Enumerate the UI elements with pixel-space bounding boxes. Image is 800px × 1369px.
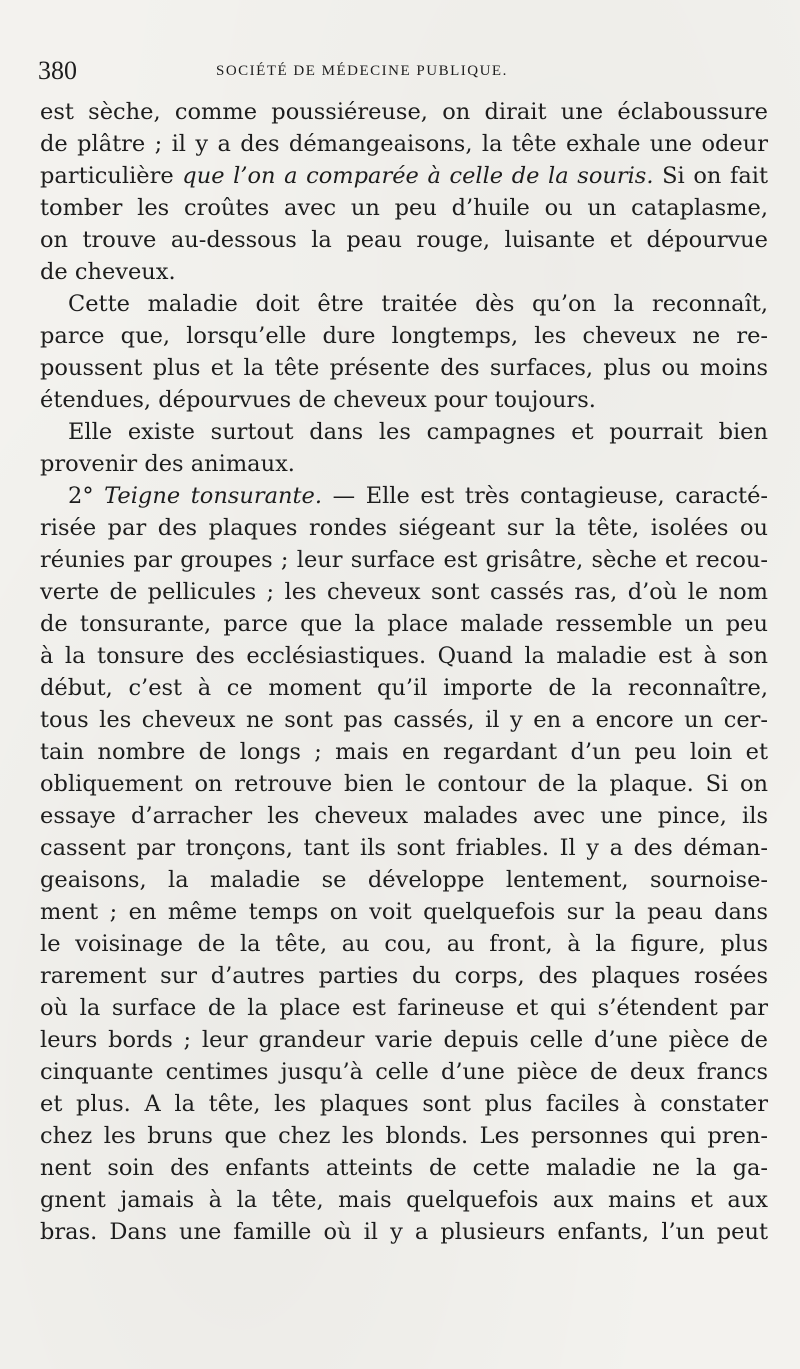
text-line: ment ; en même temps on voit quelquefois sur la peau dans: [40, 899, 768, 925]
text-line: tomber les croûtes avec un peu d’huile ou un cataplasme,: [40, 195, 768, 221]
text-run: — Elle est très contagieuse, caracté-: [322, 483, 768, 509]
text-line: où la surface de la place est farineuse et qui s’étendent par: [40, 995, 768, 1021]
text-line: leurs bords ; leur grandeur varie depuis celle d’une pièce de: [40, 1027, 768, 1053]
text-line: rarement sur d’autres parties du corps, des plaques rosées: [40, 963, 768, 989]
text-line: début, c’est à ce moment qu’il importe de la reconnaître,: [40, 675, 768, 701]
text-line: provenir des animaux.: [40, 451, 295, 477]
page-header: [38, 54, 768, 88]
text-line: le voisinage de la tête, au cou, au front, à la figure, plus: [40, 931, 768, 957]
text-line: tous les cheveux ne sont pas cassés, il y en a encore un cer-: [40, 707, 768, 733]
italic-phrase: que l’on a comparée à celle de la souris.: [182, 163, 654, 189]
text-run: Si on fait: [653, 163, 768, 189]
text-run: 2°: [68, 483, 105, 509]
text-line: bras. Dans une famille où il y a plusieurs enfants, l’un peut: [40, 1219, 768, 1245]
running-head: SOCIÉTÉ DE MÉDECINE PUBLIQUE.: [216, 63, 508, 79]
text-line: poussent plus et la tête présente des surfaces, plus ou moins: [40, 355, 768, 381]
text-line: chez les bruns que chez les blonds. Les personnes qui pren-: [40, 1123, 768, 1149]
text-line: [40, 160, 768, 192]
text-line: obliquement on retrouve bien le contour de la plaque. Si on: [40, 771, 768, 797]
text-line: [40, 480, 768, 512]
text-line: étendues, dépourvues de cheveux pour toujours.: [40, 387, 596, 413]
text-line: nent soin des enfants atteints de cette maladie ne la ga-: [40, 1155, 768, 1181]
text-line: réunies par groupes ; leur surface est grisâtre, sèche et recou-: [40, 547, 768, 573]
text-line: de tonsurante, parce que la place malade ressemble un peu: [40, 611, 768, 637]
text-line: de cheveux.: [40, 259, 176, 285]
text-line: geaisons, la maladie se développe lentement, sournoise-: [40, 867, 768, 893]
text-line: cassent par tronçons, tant ils sont friables. Il y a des déman-: [40, 835, 768, 861]
text-line: et plus. A la tête, les plaques sont plus faciles à constater: [40, 1091, 768, 1117]
text-line: parce que, lorsqu’elle dure longtemps, les cheveux ne re-: [40, 323, 768, 349]
text-line: tain nombre de longs ; mais en regardant d’un peu loin et: [40, 739, 768, 765]
text-line: gnent jamais à la tête, mais quelquefois aux mains et aux: [40, 1187, 768, 1213]
body-text: [40, 96, 768, 1248]
section-heading: Teigne tonsurante.: [104, 483, 323, 509]
text-line: cinquante centimes jusqu’à celle d’une pièce de deux francs: [40, 1059, 768, 1085]
text-line: essaye d’arracher les cheveux malades avec une pince, ils: [40, 803, 768, 829]
text-line: on trouve au-dessous la peau rouge, luisante et dépourvue: [40, 227, 768, 253]
text-line: Elle existe surtout dans les campagnes et pourrait bien: [68, 419, 768, 445]
text-run: particulière: [40, 163, 183, 189]
text-line: Cette maladie doit être traitée dès qu’on la reconnaît,: [68, 291, 768, 317]
text-line: verte de pellicules ; les cheveux sont cassés ras, d’où le nom: [40, 579, 768, 605]
text-line: de plâtre ; il y a des démangeaisons, la tête exhale une odeur: [40, 131, 768, 157]
page-number: 380: [38, 56, 77, 85]
text-line: est sèche, comme poussiéreuse, on dirait une éclaboussure: [40, 99, 768, 125]
text-line: risée par des plaques rondes siégeant sur la tête, isolées ou: [40, 515, 768, 541]
text-line: à la tonsure des ecclésiastiques. Quand la maladie est à son: [40, 643, 768, 669]
